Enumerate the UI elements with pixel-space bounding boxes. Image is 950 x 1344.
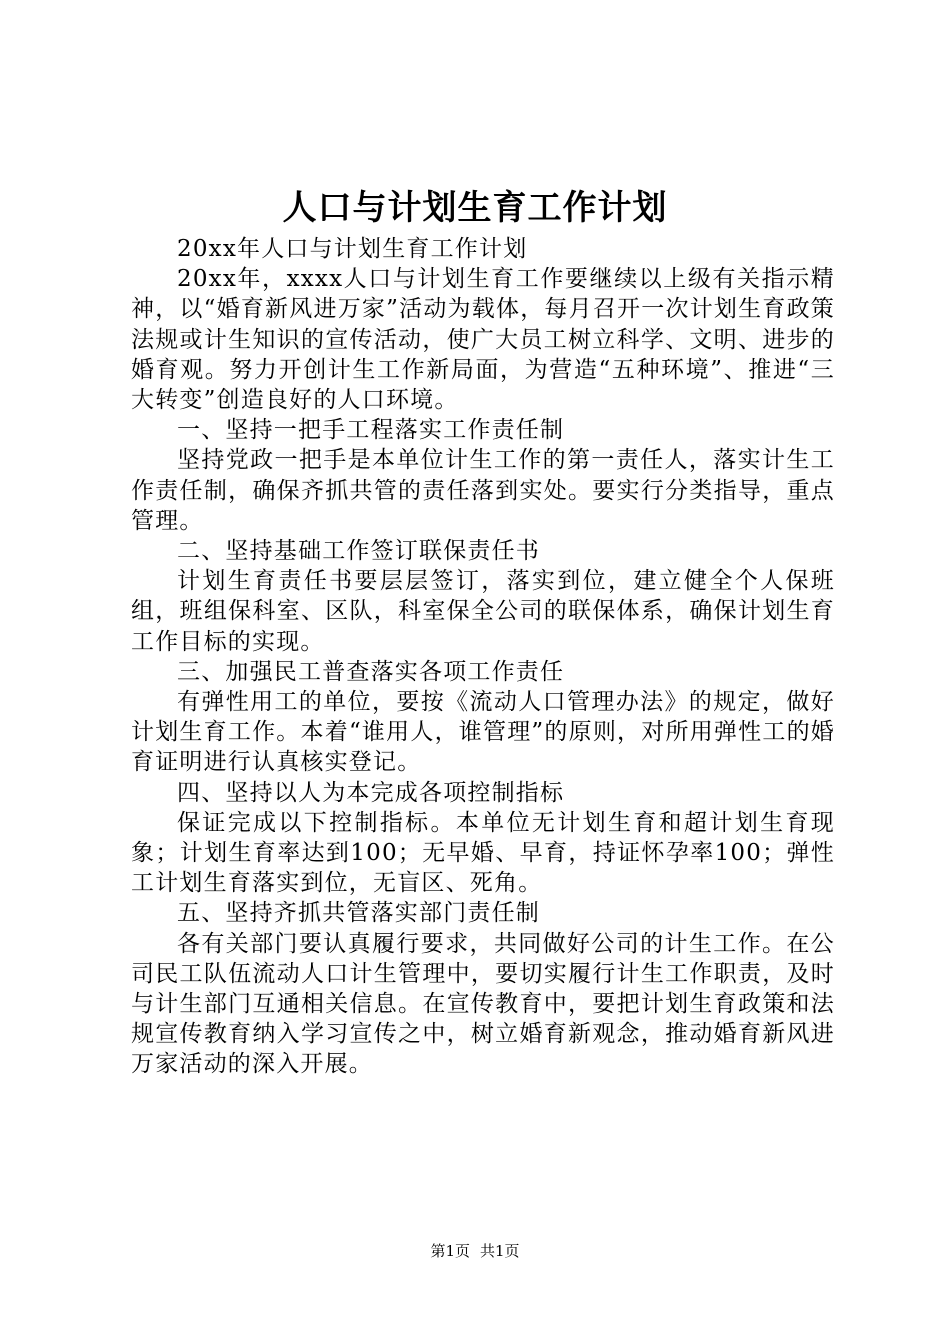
section-body-3: 有弹性用工的单位，要按《流动人口管理办法》的规定，做好计划生育工作。本着“谁用人，谁管理”的原则，对所用弹性工的婚育证明进行认真核实登记。 [131,689,835,776]
section-heading-3: 三、加强民工普查落实各项工作责任 [177,658,565,685]
section-heading-2: 二、坚持基础工作签订联保责任书 [177,538,540,565]
page-total: 共1页 [480,1242,520,1260]
page-number: 第1页 [430,1242,470,1260]
section-heading-1: 一、坚持一把手工程落实工作责任制 [177,417,565,444]
section-body-2: 计划生育责任书要层层签订，落实到位，建立健全个人保班组，班组保科室、区队，科室保全公司的联保体系，确保计划生育工作目标的实现。 [131,568,835,655]
section-heading-5: 五、坚持齐抓共管落实部门责任制 [177,900,540,927]
page-footer [0,1240,950,1262]
section-heading-4: 四、坚持以人为本完成各项控制指标 [177,779,565,806]
subtitle-paragraph: 20xx年人口与计划生育工作计划 [177,236,528,262]
section-body-5: 各有关部门要认真履行要求，共同做好公司的计生工作。在公司民工队伍流动人口计生管理中，要切实履行计生工作职责，及时与计生部门互通相关信息。在宣传教育中，要把计划生育政策和法规宣传教育纳入学习宣传之中，树立婚育新观念，推动婚育新风进万家活动的深入开展。 [131,930,835,1078]
section-body-4: 保证完成以下控制指标。本单位无计划生育和超计划生育现象；计划生育率达到100；无早婚、早育，持证怀孕率100；弹性工计划生育落实到位，无盲区、死角。 [131,809,835,897]
document-body [131,234,835,1080]
section-body-1: 坚持党政一把手是本单位计生工作的第一责任人，落实计生工作责任制，确保齐抓共管的责任落到实处。要实行分类指导，重点管理。 [131,447,835,534]
intro-paragraph: 20xx年，xxxx人口与计划生育工作要继续以上级有关指示精神，以“婚育新风进万家”活动为载体，每月召开一次计划生育政策法规或计生知识的宣传活动，使广大员工树立科学、文明、进步的婚育观。努力开创计生工作新局面，为营造“五种环境”、推进“三大转变”创造良好的人口环境。 [131,266,835,414]
document-title: 人口与计划生育工作计划 [282,188,668,228]
